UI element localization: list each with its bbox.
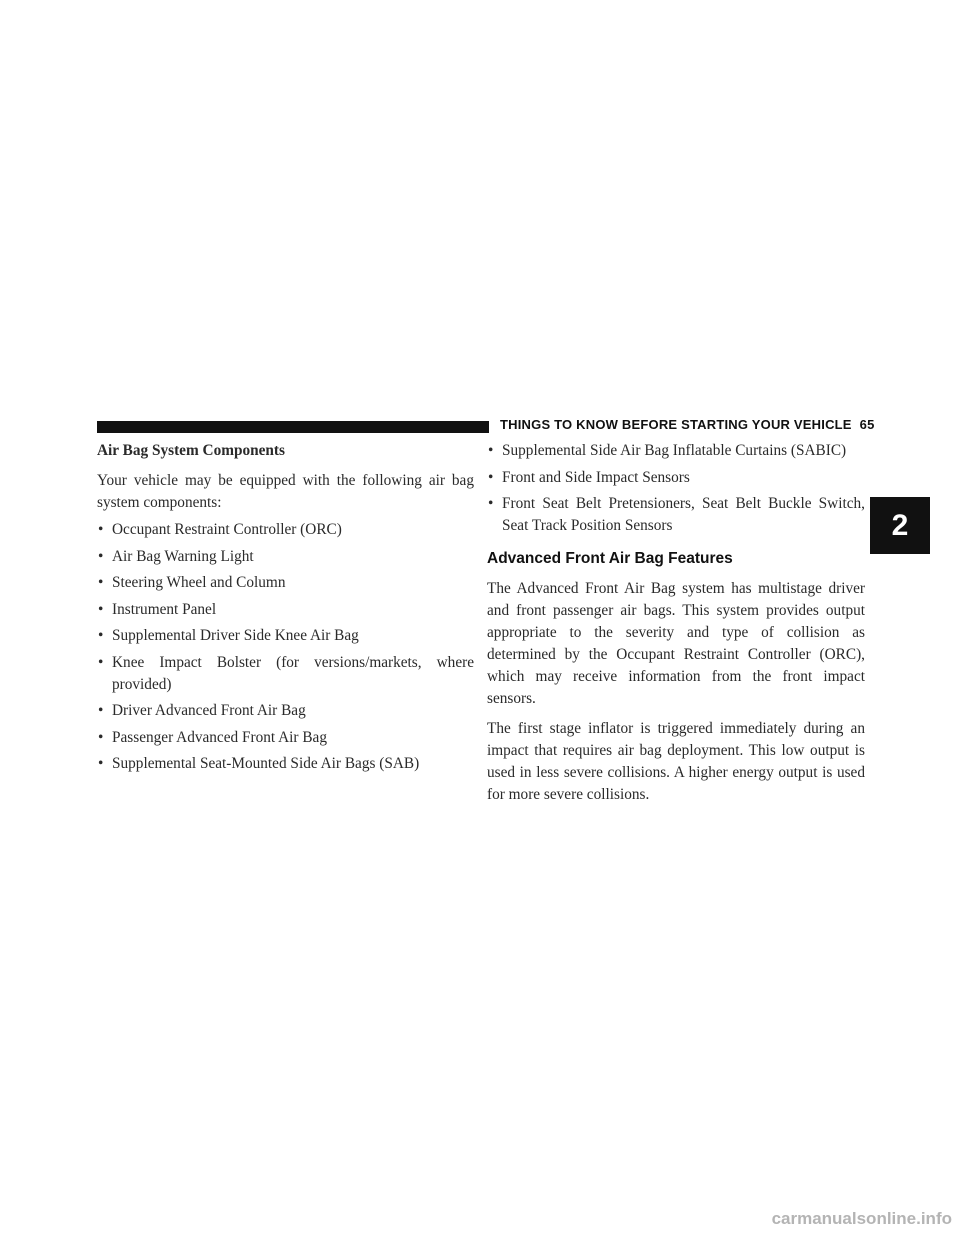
running-header xyxy=(500,417,875,432)
list-item: • Instrument Panel xyxy=(97,599,474,621)
header-bar xyxy=(97,421,489,433)
watermark: carmanualsonline.info xyxy=(771,1209,952,1228)
list-item: • Occupant Restraint Controller (ORC) xyxy=(97,519,474,541)
section-heading-advanced-front-air-bag: Advanced Front Air Bag Features xyxy=(487,550,733,567)
body-paragraph: The first stage inflator is triggered immediately during an impact that requires air bag deployment. This low output is used in less severe collisions. A higher energy output is used for more severe collisions. xyxy=(487,720,865,803)
list-item: • Knee Impact Bolster (for versions/markets, where provided) xyxy=(97,652,474,696)
list-item: • Driver Advanced Front Air Bag xyxy=(97,700,474,722)
list-item: • Steering Wheel and Column xyxy=(97,572,474,594)
body-paragraph: The Advanced Front Air Bag system has multistage driver and front passenger air bags. This system provides output appropriate to the severity and type of collision as determined by the Occupant Restraint Controller (ORC), which may receive information from the front impact sensors. xyxy=(487,580,865,707)
intro-paragraph: Your vehicle may be equipped with the following air bag system components: xyxy=(97,472,474,511)
list-item: • Front Seat Belt Pretensioners, Seat Belt Buckle Switch, Seat Track Position Sensors xyxy=(487,493,865,537)
list-item: • Supplemental Seat-Mounted Side Air Bags (SAB) xyxy=(97,753,474,775)
page-number: 65 xyxy=(859,417,875,432)
list-item: • Air Bag Warning Light xyxy=(97,546,474,568)
subheading-air-bag-components: Air Bag System Components xyxy=(97,442,285,459)
list-item: • Supplemental Side Air Bag Inflatable Curtains (SABIC) xyxy=(487,440,865,462)
components-list-continued xyxy=(487,440,865,537)
list-item: • Passenger Advanced Front Air Bag xyxy=(97,727,474,749)
list-item: • Supplemental Driver Side Knee Air Bag xyxy=(97,625,474,647)
right-column xyxy=(487,440,865,814)
left-column xyxy=(97,440,474,780)
header-title: THINGS TO KNOW BEFORE STARTING YOUR VEHICLE xyxy=(500,417,852,432)
chapter-tab: 2 xyxy=(870,497,930,554)
components-list xyxy=(97,519,474,775)
list-item: • Front and Side Impact Sensors xyxy=(487,467,865,489)
